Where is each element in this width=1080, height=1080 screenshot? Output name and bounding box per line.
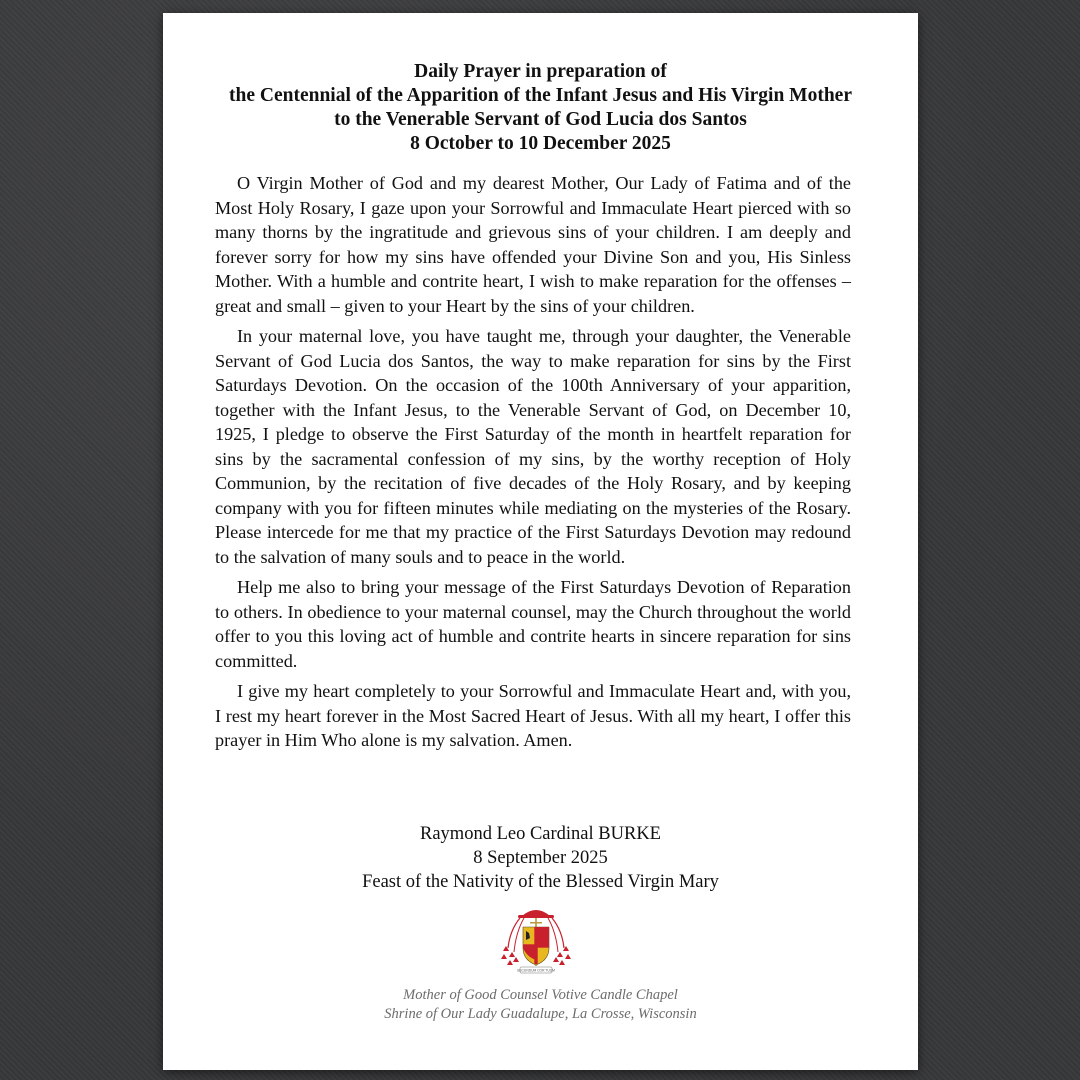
heading-line-4: 8 October to 10 December 2025 <box>410 133 671 154</box>
footer <box>163 986 918 1024</box>
footer-line-1: Mother of Good Counsel Votive Candle Chapel <box>403 987 678 1003</box>
prayer-paragraph-1: O Virgin Mother of God and my dearest Mother, Our Lady of Fatima and of the Most Holy Rosary, I gaze upon your Sorrowful and Immaculate Heart pierced with so many thorns by the ingratitude and grievous sins of your children. I am deeply and forever sorry for how my sins have offended your Divine Son and you, His Sinless Mother. With a humble and contrite heart, I wish to make reparation for the offenses – great and small – given to your Heart by the sins of your children. <box>215 173 851 316</box>
prayer-card <box>163 13 918 1070</box>
signature-block <box>163 822 918 894</box>
prayer-paragraph-2: In your maternal love, you have taught me, through your daughter, the Venerable Servant of God Lucia dos Santos, the way to make reparation for sins by the First Saturdays Devotion. On the occasion of the 100th Anniversary of your apparition, together with the Infant Jesus, to the Venerable Servant of God, on December 10, 1925, I pledge to observe the First Saturday of the month in heartfelt reparation for sins by the sacramental confession of my sins, by the worthy reception of Holy Communion, by the recitation of five decades of the Holy Rosary, and by keeping company with you for fifteen minutes while mediating on the mysteries of the Rosary. Please intercede for me that my practice of the First Saturdays Devotion may redound to the salvation of many souls and to peace in the world. <box>215 326 851 567</box>
signature-name: Raymond Leo Cardinal BURKE <box>420 824 661 844</box>
prayer-paragraph-3: Help me also to bring your message of the First Saturdays Devotion of Reparation to others. In obedience to your maternal counsel, may the Church throughout the world offer to you this loving act of humble and contrite hearts in sincere reparation for sins committed. <box>215 577 851 671</box>
prayer-paragraph-4: I give my heart completely to your Sorrowful and Immaculate Heart and, with you, I rest my heart forever in the Most Sacred Heart of Jesus. With all my heart, I offer this prayer in Him Who alone is my salvation. Amen. <box>215 681 851 750</box>
prayer-heading <box>163 60 918 156</box>
heading-line-1: Daily Prayer in preparation of <box>414 61 667 82</box>
signature-date: 8 September 2025 <box>473 848 608 868</box>
heading-line-2: the Centennial of the Apparition of the Infant Jesus and His Virgin Mother <box>229 85 852 106</box>
prayer-body <box>215 171 851 759</box>
heading-line-3: to the Venerable Servant of God Lucia dos Santos <box>334 109 747 130</box>
coat-of-arms-icon <box>496 900 576 980</box>
motto-text: SECUNDUM COR TUUM <box>517 968 555 973</box>
signature-feast: Feast of the Nativity of the Blessed Virgin Mary <box>362 872 719 892</box>
footer-line-2: Shrine of Our Lady Guadalupe, La Crosse, Wisconsin <box>384 1006 697 1022</box>
